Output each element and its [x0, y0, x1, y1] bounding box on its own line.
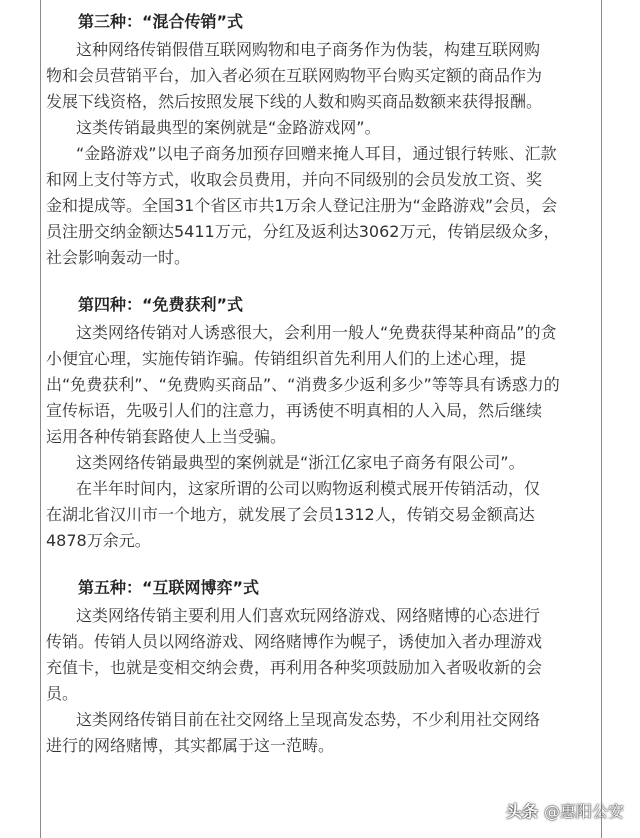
text-line: 出“免费获利”、“免费购买商品”、“消费多少返利多少”等等具有诱惑力的 — [46, 375, 560, 394]
text-line: 传销。传销人员以网络游戏、网络赌博作为幌子，诱使加入者办理游戏 — [46, 632, 543, 651]
text-line: 金和提成等。全国31个省区市共1万余人登记注册为“金路游戏”会员，会 — [46, 196, 558, 215]
text-line: 这类网络传销最典型的案例就是“浙江亿家电子商务有限公司”。 — [76, 453, 525, 472]
section-heading: 第三种：“混合传销”式 — [78, 12, 244, 31]
text-line: 这类网络传销对人诱惑很大，会利用一般人“免费获得某种商品”的贪 — [76, 323, 557, 342]
text-line: 员。 — [46, 684, 79, 703]
paragraph — [46, 603, 590, 707]
paragraph — [76, 450, 590, 476]
paragraph — [46, 707, 590, 759]
text-line: 这类网络传销目前在社交网络上呈现高发态势，不少利用社交网络 — [76, 710, 541, 729]
text-line: 运用各种传销套路使人上当受骗。 — [46, 427, 287, 446]
text-line: “金路游戏”以电子商务加预存回赠来掩人耳目，通过银行转账、汇款 — [76, 144, 557, 163]
text-line: 员注册交纳金额达5411万元，分红及返利达3062万元，传销层级众多， — [46, 222, 560, 241]
text-line: 这类传销最典型的案例就是“金路游戏网”。 — [76, 118, 381, 137]
section-heading: 第四种：“免费获利”式 — [78, 295, 244, 314]
section-type-5 — [46, 575, 590, 759]
paragraph — [46, 37, 590, 115]
text-line: 这类网络传销主要利用人们喜欢玩网络游戏、网络赌博的心态进行 — [76, 606, 541, 625]
text-line: 充值卡，也就是变相交纳会费，再利用各种奖项鼓励加入者吸收新的会 — [46, 658, 543, 677]
text-line: 这种网络传销假借互联网购物和电子商务作为伪装，构建互联网购 — [76, 40, 541, 59]
text-line: 宣传标语，先吸引人们的注意力，再诱使不明真相的人入局，然后继续 — [46, 401, 543, 420]
paragraph — [76, 115, 590, 141]
text-line: 小便宜心理，实施传销诈骗。传销组织首先利用人们的上述心理，提 — [46, 349, 527, 368]
text-line: 和网上支付等方式，收取会员费用，并向不同级别的会员发放工资、奖 — [46, 170, 543, 189]
text-line: 社会影响轰动一时。 — [46, 248, 191, 267]
paragraph — [46, 320, 590, 450]
text-line: 4878万余元。 — [46, 531, 151, 550]
paragraph — [46, 476, 590, 554]
toutiao-logo: 头条 — [505, 802, 538, 821]
source-watermark — [506, 799, 624, 822]
section-type-4 — [46, 292, 590, 554]
text-line: 物和会员营销平台，加入者必须在互联网购物平台购买定额的商品作为 — [46, 66, 543, 85]
article-body — [46, 9, 590, 780]
text-line: 在湖北省汉川市一个地方，就发展了会员1312人，传销交易金额高达 — [46, 505, 535, 524]
text-line: 在半年时间内，这家所谓的公司以购物返利模式展开传销活动，仅 — [76, 479, 541, 498]
paragraph — [46, 141, 590, 271]
text-line: 进行的网络赌博，其实都属于这一范畴。 — [46, 736, 335, 755]
section-heading: 第五种：“互联网博弈”式 — [78, 578, 260, 597]
text-line: 发展下线资格，然后按照发展下线的人数和购买商品数额来获得报酬。 — [46, 92, 543, 111]
section-type-3 — [46, 9, 590, 271]
watermark-account: @惠阳公安 — [543, 802, 624, 821]
